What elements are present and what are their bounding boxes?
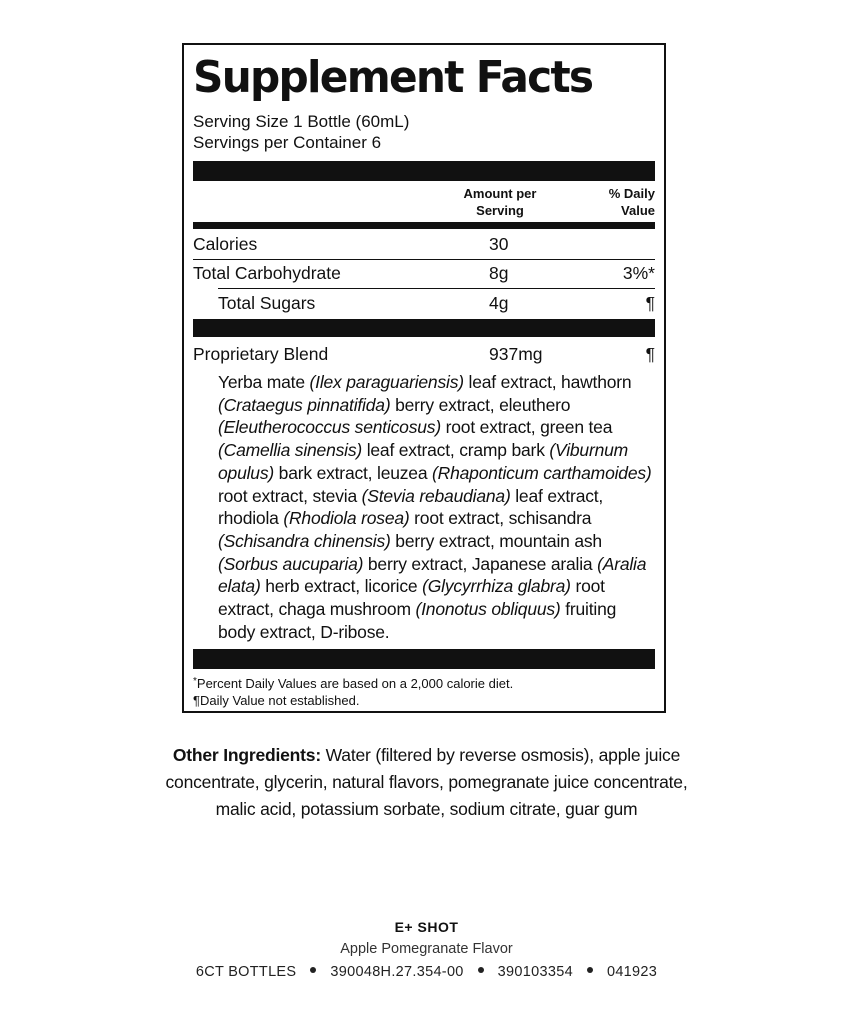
product-code: 390048H.27.354-00 — [330, 964, 464, 980]
nutrient-amount: 937mg — [489, 344, 543, 364]
ingredient-text: Yerba mate — [218, 372, 310, 392]
product-flavor: Apple Pomegranate Flavor — [340, 941, 513, 957]
nutrient-row-calories — [193, 230, 655, 259]
bullet-dot — [587, 967, 593, 973]
ingredient-text: root extract, schisandra — [409, 508, 592, 529]
nutrient-row-carbohydrate — [193, 259, 655, 288]
bullet-dot — [478, 967, 484, 973]
serving-size: Serving Size 1 Bottle (60mL) — [193, 112, 410, 131]
medium-divider — [193, 222, 655, 229]
ingredient-text: berry extract, eleuthero — [390, 394, 571, 415]
ingredient-text: root extract, chaga mushroom — [218, 576, 605, 620]
latin-name: (Sorbus aucuparia) — [218, 553, 364, 574]
thick-divider — [193, 649, 655, 669]
latin-name: (Glycyrrhiza glabra) — [422, 576, 571, 597]
ingredient-text: root extract, green tea — [440, 417, 613, 438]
thick-divider — [193, 161, 655, 181]
serving-info — [193, 111, 409, 153]
latin-name: (Stevia rebaudiana) — [361, 485, 511, 506]
ingredient-text: fruiting body extract, D-ribose. — [218, 599, 617, 642]
footnote-percent-dv — [193, 673, 513, 692]
servings-per-container: Servings per Container 6 — [193, 133, 382, 152]
other-ingredients-text: Water (filtered by reverse osmosis), apple juice concentrate, glycerin, natural flavors, pomegranate juice concentrate, malic acid, potassium sorbate, sodium citrate, guar gum — [165, 745, 688, 819]
latin-name: (Rhodiola rosea) — [283, 508, 410, 529]
latin-name: (Eleutherococcus senticosus) — [218, 417, 441, 438]
latin-name: (Schisandra chinensis) — [218, 530, 391, 551]
nutrient-amount: 8g — [489, 263, 509, 283]
latin-name: (Inonotus obliquus) — [415, 599, 561, 620]
ingredient-text: leaf extract, hawthorn — [463, 372, 632, 392]
nutrient-dv: ¶ — [645, 293, 655, 313]
ingredient-text: root extract, stevia — [218, 485, 362, 506]
ingredient-text: leaf extract, cramp bark — [362, 440, 550, 461]
ingredient-text: berry extract, mountain ash — [390, 530, 602, 551]
ingredient-text: herb extract, licorice — [260, 576, 423, 597]
product-code: 041923 — [606, 964, 658, 980]
latin-name: (Ilex paraguariensis) — [309, 372, 464, 392]
ingredient-text: berry extract, Japanese aralia — [363, 553, 598, 574]
blend-ingredients — [218, 371, 653, 643]
other-ingredients-label: Other Ingredients: — [172, 745, 321, 765]
product-name: E+ SHOT — [394, 919, 459, 935]
nutrient-amount: 30 — [489, 234, 509, 254]
footnotes — [193, 673, 513, 709]
header-amount-per-serving — [455, 185, 545, 219]
footnote-percent-dv-text: Percent Daily Values are based on a 2,000 calorie diet. — [196, 676, 514, 691]
latin-name: (Rhaponticum carthamoides) — [432, 462, 652, 483]
nutrient-dv: 3%* — [622, 263, 655, 283]
latin-name: (Crataegus pinnatifida) — [218, 394, 391, 415]
nutrient-name: Proprietary Blend — [193, 344, 329, 364]
latin-name: (Camellia sinensis) — [218, 440, 363, 461]
nutrient-name: Calories — [193, 234, 258, 254]
ingredient-text: leaf extract, rhodiola — [218, 485, 604, 529]
thick-divider — [193, 319, 655, 337]
bullet-dot — [310, 967, 316, 973]
facts-title: Supplement Facts — [193, 52, 593, 103]
header-amount-line2: Serving — [476, 203, 524, 218]
supplement-facts-panel — [182, 43, 666, 713]
product-code: 6CT BOTTLES — [195, 964, 297, 980]
nutrient-amount: 4g — [489, 293, 509, 313]
nutrient-row-proprietary-blend — [193, 340, 655, 369]
product-codes — [0, 964, 853, 980]
ingredient-text: bark extract, leuzea — [274, 462, 433, 483]
nutrient-name: Total Carbohydrate — [193, 263, 341, 283]
latin-name: (Viburnum opulus) — [218, 440, 629, 483]
nutrient-name: Total Sugars — [218, 293, 316, 313]
nutrient-row-sugars — [193, 289, 655, 318]
nutrient-dv: ¶ — [645, 344, 655, 364]
latin-name: (Aralia elata) — [218, 553, 647, 597]
other-ingredients — [150, 742, 703, 823]
footnote-dv-not-established: ¶Daily Value not established. — [193, 693, 360, 708]
product-code: 390103354 — [497, 964, 573, 980]
header-amount-line1: Amount per — [463, 186, 537, 201]
header-dv-line2: Value — [621, 203, 655, 218]
header-daily-value — [595, 185, 655, 219]
header-dv-line1: % Daily — [608, 186, 655, 201]
footnote-star: * — [193, 676, 197, 687]
